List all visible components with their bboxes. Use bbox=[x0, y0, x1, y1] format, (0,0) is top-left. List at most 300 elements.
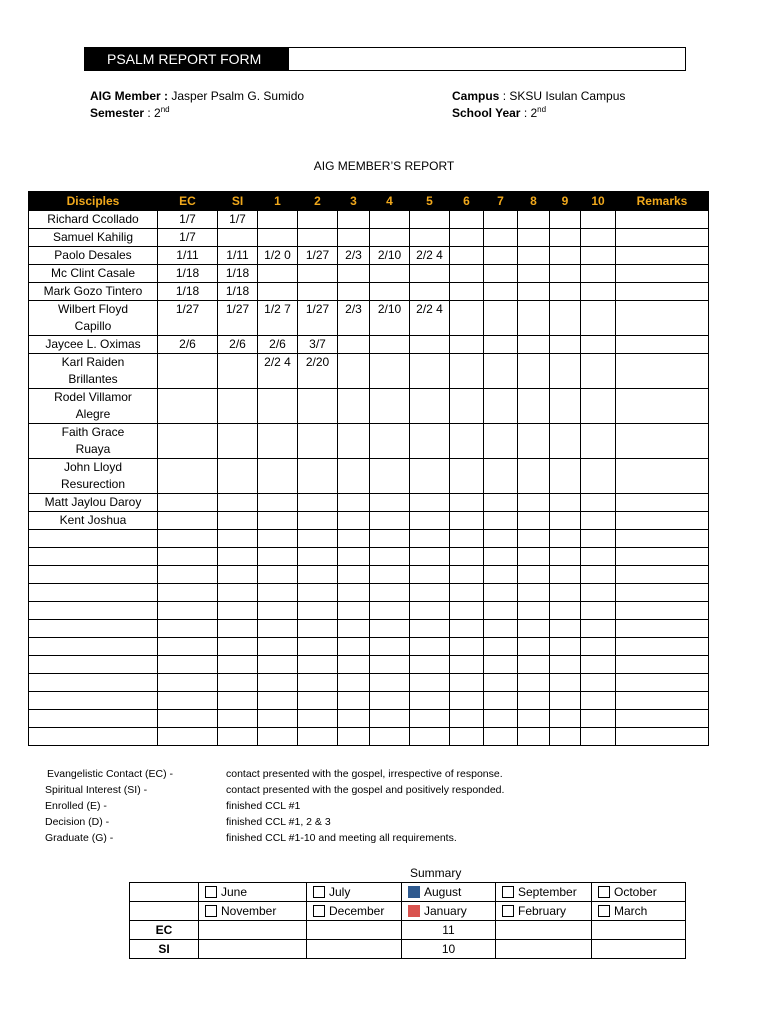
table-cell: 1/7 bbox=[218, 211, 258, 229]
table-cell bbox=[518, 354, 550, 389]
month-cell bbox=[496, 883, 592, 902]
table-cell: 1/27 bbox=[298, 247, 338, 265]
month-checkbox[interactable] bbox=[502, 886, 514, 898]
table-cell bbox=[338, 638, 370, 656]
table-cell bbox=[450, 247, 484, 265]
month-label: November bbox=[221, 904, 277, 918]
table-cell bbox=[158, 602, 218, 620]
table-cell: 1/27 bbox=[218, 301, 258, 336]
table-cell bbox=[218, 638, 258, 656]
month-checkbox[interactable] bbox=[408, 905, 420, 917]
disciple-name-cell bbox=[29, 530, 158, 548]
table-row bbox=[29, 354, 709, 389]
table-cell bbox=[581, 336, 616, 354]
table-cell bbox=[616, 354, 709, 389]
table-row bbox=[29, 336, 709, 354]
table-cell bbox=[410, 354, 450, 389]
table-cell bbox=[484, 728, 518, 746]
disciple-name-cell: Jaycee L. Oximas bbox=[29, 336, 158, 354]
table-cell bbox=[258, 602, 298, 620]
month-checkbox[interactable] bbox=[205, 905, 217, 917]
table-cell: 2/6 bbox=[218, 336, 258, 354]
table-cell: 1/2 0 bbox=[258, 247, 298, 265]
table-cell bbox=[298, 692, 338, 710]
legend-description: contact presented with the gospel, irrespective of response. bbox=[226, 768, 503, 780]
table-cell: 2/2 4 bbox=[410, 247, 450, 265]
table-cell bbox=[518, 638, 550, 656]
table-cell bbox=[158, 710, 218, 728]
table-cell bbox=[258, 710, 298, 728]
summary-month-row bbox=[130, 883, 686, 902]
table-cell bbox=[218, 566, 258, 584]
table-cell: 2/3 bbox=[338, 301, 370, 336]
table-cell bbox=[338, 494, 370, 512]
table-cell bbox=[616, 584, 709, 602]
table-cell bbox=[370, 424, 410, 459]
table-cell bbox=[484, 229, 518, 247]
disciple-name-cell: Karl Raiden Brillantes bbox=[29, 354, 158, 389]
legend-descriptions bbox=[226, 766, 504, 846]
month-label: September bbox=[518, 885, 577, 899]
month-label: June bbox=[221, 885, 248, 899]
column-header: 6 bbox=[450, 192, 484, 211]
month-label: January bbox=[424, 904, 467, 918]
table-cell bbox=[581, 229, 616, 247]
table-cell bbox=[518, 247, 550, 265]
table-cell bbox=[370, 728, 410, 746]
month-checkbox[interactable] bbox=[205, 886, 217, 898]
summary-row bbox=[130, 921, 686, 940]
table-cell bbox=[218, 424, 258, 459]
table-row bbox=[29, 494, 709, 512]
table-cell bbox=[581, 584, 616, 602]
table-cell bbox=[484, 301, 518, 336]
legend-terms bbox=[47, 766, 173, 846]
column-header: Disciples bbox=[29, 192, 158, 211]
table-cell bbox=[370, 494, 410, 512]
month-checkbox[interactable] bbox=[598, 886, 610, 898]
table-cell bbox=[581, 548, 616, 566]
column-header: 8 bbox=[518, 192, 550, 211]
table-cell: 2/2 4 bbox=[410, 301, 450, 336]
table-cell bbox=[550, 548, 581, 566]
table-cell bbox=[410, 656, 450, 674]
table-cell bbox=[450, 512, 484, 530]
table-cell bbox=[450, 548, 484, 566]
table-cell bbox=[338, 584, 370, 602]
table-cell bbox=[581, 265, 616, 283]
table-cell bbox=[258, 638, 298, 656]
table-cell bbox=[550, 620, 581, 638]
table-cell bbox=[158, 620, 218, 638]
table-row bbox=[29, 459, 709, 494]
table-cell bbox=[518, 389, 550, 424]
table-row bbox=[29, 584, 709, 602]
disciple-name-cell: Samuel Kahilig bbox=[29, 229, 158, 247]
table-cell bbox=[550, 656, 581, 674]
table-cell bbox=[450, 265, 484, 283]
month-checkbox[interactable] bbox=[313, 886, 325, 898]
table-cell bbox=[581, 530, 616, 548]
table-cell bbox=[218, 494, 258, 512]
table-cell bbox=[258, 530, 298, 548]
table-row bbox=[29, 548, 709, 566]
summary-row-label: EC bbox=[130, 921, 199, 940]
table-cell bbox=[616, 512, 709, 530]
table-cell bbox=[298, 548, 338, 566]
table-cell bbox=[550, 566, 581, 584]
table-cell: 1/18 bbox=[218, 265, 258, 283]
table-cell bbox=[258, 283, 298, 301]
column-header: 9 bbox=[550, 192, 581, 211]
table-cell bbox=[450, 459, 484, 494]
table-cell bbox=[518, 692, 550, 710]
table-cell bbox=[616, 265, 709, 283]
table-cell bbox=[338, 710, 370, 728]
table-cell bbox=[410, 336, 450, 354]
table-cell bbox=[218, 674, 258, 692]
table-cell bbox=[616, 638, 709, 656]
table-cell bbox=[484, 389, 518, 424]
table-cell bbox=[616, 459, 709, 494]
month-checkbox[interactable] bbox=[502, 905, 514, 917]
summary-table bbox=[129, 882, 686, 959]
month-cell bbox=[199, 883, 307, 902]
table-cell bbox=[370, 354, 410, 389]
table-cell bbox=[338, 265, 370, 283]
table-cell bbox=[158, 566, 218, 584]
table-cell bbox=[450, 566, 484, 584]
table-cell bbox=[370, 620, 410, 638]
table-cell bbox=[298, 459, 338, 494]
table-cell bbox=[338, 674, 370, 692]
table-cell bbox=[338, 530, 370, 548]
table-cell bbox=[581, 459, 616, 494]
table-cell bbox=[410, 638, 450, 656]
table-cell bbox=[616, 301, 709, 336]
table-cell bbox=[298, 494, 338, 512]
table-row bbox=[29, 674, 709, 692]
table-cell bbox=[218, 656, 258, 674]
table-cell bbox=[484, 247, 518, 265]
table-cell bbox=[258, 211, 298, 229]
column-header: 3 bbox=[338, 192, 370, 211]
table-cell bbox=[518, 530, 550, 548]
month-label: July bbox=[329, 885, 351, 899]
month-checkbox[interactable] bbox=[598, 905, 610, 917]
semester-sup: nd bbox=[160, 105, 170, 114]
table-cell bbox=[298, 638, 338, 656]
table-cell: 2/10 bbox=[370, 301, 410, 336]
table-cell bbox=[518, 710, 550, 728]
disciple-name-cell bbox=[29, 620, 158, 638]
disciple-name-cell bbox=[29, 602, 158, 620]
table-cell bbox=[616, 424, 709, 459]
summary-row bbox=[130, 940, 686, 959]
table-cell bbox=[484, 512, 518, 530]
disciple-name-cell bbox=[29, 638, 158, 656]
legend-term: Graduate (G) - bbox=[45, 832, 114, 844]
campus-value: : SKSU Isulan Campus bbox=[502, 89, 626, 103]
table-cell bbox=[370, 211, 410, 229]
table-cell bbox=[581, 728, 616, 746]
table-cell: 1/18 bbox=[218, 283, 258, 301]
table-row bbox=[29, 265, 709, 283]
summary-blank-cell bbox=[130, 902, 199, 921]
table-cell bbox=[550, 602, 581, 620]
campus-label: Campus bbox=[452, 89, 500, 103]
table-row bbox=[29, 301, 709, 336]
table-cell bbox=[370, 283, 410, 301]
table-cell bbox=[550, 229, 581, 247]
table-cell bbox=[518, 301, 550, 336]
table-cell bbox=[550, 336, 581, 354]
table-cell bbox=[581, 710, 616, 728]
table-cell bbox=[484, 265, 518, 283]
table-cell bbox=[298, 620, 338, 638]
month-cell bbox=[496, 902, 592, 921]
table-cell bbox=[484, 692, 518, 710]
table-cell: 2/2 4 bbox=[258, 354, 298, 389]
column-header: 5 bbox=[410, 192, 450, 211]
table-cell bbox=[158, 584, 218, 602]
table-cell bbox=[581, 620, 616, 638]
table-cell bbox=[370, 674, 410, 692]
month-cell bbox=[307, 902, 402, 921]
table-cell bbox=[581, 247, 616, 265]
table-cell bbox=[338, 336, 370, 354]
table-cell bbox=[450, 336, 484, 354]
table-row bbox=[29, 620, 709, 638]
table-cell bbox=[550, 584, 581, 602]
table-cell bbox=[370, 584, 410, 602]
campus-line bbox=[452, 88, 625, 105]
table-cell bbox=[258, 656, 298, 674]
table-cell bbox=[158, 674, 218, 692]
table-cell bbox=[581, 424, 616, 459]
table-cell bbox=[338, 211, 370, 229]
table-cell bbox=[218, 602, 258, 620]
table-cell bbox=[338, 656, 370, 674]
table-cell bbox=[484, 530, 518, 548]
school-year-line bbox=[452, 105, 546, 122]
table-cell bbox=[518, 424, 550, 459]
table-cell bbox=[370, 530, 410, 548]
table-cell bbox=[484, 710, 518, 728]
table-cell bbox=[550, 710, 581, 728]
table-cell bbox=[370, 656, 410, 674]
semester-label: Semester bbox=[90, 106, 145, 120]
table-cell bbox=[484, 494, 518, 512]
table-cell bbox=[484, 336, 518, 354]
month-checkbox[interactable] bbox=[313, 905, 325, 917]
table-cell bbox=[616, 710, 709, 728]
summary-title: Summary bbox=[410, 866, 462, 880]
table-cell: 1/7 bbox=[158, 229, 218, 247]
table-cell bbox=[338, 459, 370, 494]
table-cell bbox=[550, 728, 581, 746]
table-cell bbox=[258, 674, 298, 692]
table-cell bbox=[450, 389, 484, 424]
legend-description: finished CCL #1, 2 & 3 bbox=[226, 816, 331, 828]
table-cell bbox=[258, 459, 298, 494]
table-cell bbox=[616, 247, 709, 265]
month-cell bbox=[592, 883, 686, 902]
table-row bbox=[29, 283, 709, 301]
table-cell bbox=[218, 389, 258, 424]
summary-value-cell bbox=[199, 921, 307, 940]
table-cell bbox=[370, 566, 410, 584]
month-checkbox[interactable] bbox=[408, 886, 420, 898]
table-cell: 1/11 bbox=[158, 247, 218, 265]
table-cell bbox=[484, 584, 518, 602]
table-row bbox=[29, 229, 709, 247]
table-cell bbox=[484, 211, 518, 229]
table-cell bbox=[550, 512, 581, 530]
school-year-value: : 2 bbox=[523, 106, 538, 120]
disciple-name-cell bbox=[29, 584, 158, 602]
table-cell: 3/7 bbox=[298, 336, 338, 354]
table-row bbox=[29, 656, 709, 674]
summary-month-row bbox=[130, 902, 686, 921]
table-cell bbox=[581, 512, 616, 530]
summary-value-cell bbox=[307, 921, 402, 940]
table-cell bbox=[410, 548, 450, 566]
table-cell bbox=[550, 459, 581, 494]
table-cell bbox=[298, 229, 338, 247]
table-cell bbox=[450, 602, 484, 620]
table-cell bbox=[410, 283, 450, 301]
table-cell bbox=[218, 354, 258, 389]
table-cell bbox=[218, 584, 258, 602]
table-cell bbox=[258, 389, 298, 424]
table-row bbox=[29, 512, 709, 530]
table-cell bbox=[410, 211, 450, 229]
table-cell bbox=[370, 512, 410, 530]
column-header: SI bbox=[218, 192, 258, 211]
table-cell: 1/18 bbox=[158, 283, 218, 301]
table-cell bbox=[616, 494, 709, 512]
legend-term: Enrolled (E) - bbox=[45, 800, 107, 812]
table-cell bbox=[550, 638, 581, 656]
table-cell bbox=[550, 247, 581, 265]
table-cell bbox=[450, 638, 484, 656]
table-cell bbox=[581, 354, 616, 389]
disciple-name-cell: Matt Jaylou Daroy bbox=[29, 494, 158, 512]
table-cell: 1/11 bbox=[218, 247, 258, 265]
table-cell bbox=[616, 602, 709, 620]
table-cell bbox=[218, 459, 258, 494]
legend-term: Decision (D) - bbox=[45, 816, 110, 828]
table-cell bbox=[550, 211, 581, 229]
summary-blank-cell bbox=[130, 883, 199, 902]
disciple-name-cell: Wilbert Floyd Capillo bbox=[29, 301, 158, 336]
table-cell bbox=[158, 389, 218, 424]
table-cell bbox=[370, 710, 410, 728]
table-cell bbox=[616, 336, 709, 354]
table-cell bbox=[450, 354, 484, 389]
month-label: March bbox=[614, 904, 648, 918]
month-cell bbox=[307, 883, 402, 902]
table-cell bbox=[258, 728, 298, 746]
table-cell bbox=[158, 424, 218, 459]
table-cell bbox=[484, 354, 518, 389]
table-cell bbox=[410, 424, 450, 459]
disciple-name-cell: Paolo Desales bbox=[29, 247, 158, 265]
table-cell bbox=[518, 512, 550, 530]
table-cell bbox=[158, 656, 218, 674]
member-label: AIG Member : bbox=[90, 89, 169, 103]
table-cell bbox=[298, 674, 338, 692]
table-cell bbox=[258, 424, 298, 459]
table-cell bbox=[581, 692, 616, 710]
table-cell bbox=[158, 530, 218, 548]
table-cell bbox=[338, 354, 370, 389]
table-cell bbox=[450, 656, 484, 674]
table-cell bbox=[410, 389, 450, 424]
summary-value-cell bbox=[496, 921, 592, 940]
disciple-name-cell bbox=[29, 656, 158, 674]
table-cell bbox=[450, 301, 484, 336]
summary-value-cell bbox=[307, 940, 402, 959]
table-cell bbox=[518, 566, 550, 584]
table-cell bbox=[581, 283, 616, 301]
table-cell bbox=[158, 728, 218, 746]
table-cell bbox=[338, 512, 370, 530]
table-cell bbox=[450, 584, 484, 602]
table-cell bbox=[158, 459, 218, 494]
table-cell bbox=[616, 283, 709, 301]
month-cell bbox=[592, 902, 686, 921]
table-cell bbox=[370, 336, 410, 354]
disciple-name-cell bbox=[29, 674, 158, 692]
table-row bbox=[29, 728, 709, 746]
table-cell bbox=[410, 674, 450, 692]
table-cell bbox=[298, 512, 338, 530]
disciple-name-cell: John Lloyd Resurection bbox=[29, 459, 158, 494]
table-cell bbox=[450, 530, 484, 548]
table-cell bbox=[484, 602, 518, 620]
table-cell bbox=[581, 301, 616, 336]
table-cell bbox=[450, 674, 484, 692]
table-cell bbox=[218, 692, 258, 710]
table-cell bbox=[550, 265, 581, 283]
semester-line bbox=[90, 105, 170, 122]
table-row bbox=[29, 211, 709, 229]
table-cell bbox=[410, 710, 450, 728]
table-cell bbox=[298, 424, 338, 459]
table-cell bbox=[298, 656, 338, 674]
table-cell bbox=[218, 530, 258, 548]
table-cell bbox=[581, 674, 616, 692]
table-cell bbox=[370, 548, 410, 566]
disciple-name-cell bbox=[29, 566, 158, 584]
column-header: 4 bbox=[370, 192, 410, 211]
table-cell bbox=[450, 692, 484, 710]
table-cell bbox=[410, 512, 450, 530]
table-row bbox=[29, 247, 709, 265]
table-cell bbox=[338, 728, 370, 746]
summary-value-cell bbox=[199, 940, 307, 959]
column-header: Remarks bbox=[616, 192, 709, 211]
school-year-label: School Year bbox=[452, 106, 521, 120]
disciple-name-cell: Kent Joshua bbox=[29, 512, 158, 530]
table-cell bbox=[338, 620, 370, 638]
table-row bbox=[29, 566, 709, 584]
legend-description: contact presented with the gospel and positively responded. bbox=[226, 784, 505, 796]
table-cell bbox=[550, 301, 581, 336]
table-cell bbox=[158, 494, 218, 512]
